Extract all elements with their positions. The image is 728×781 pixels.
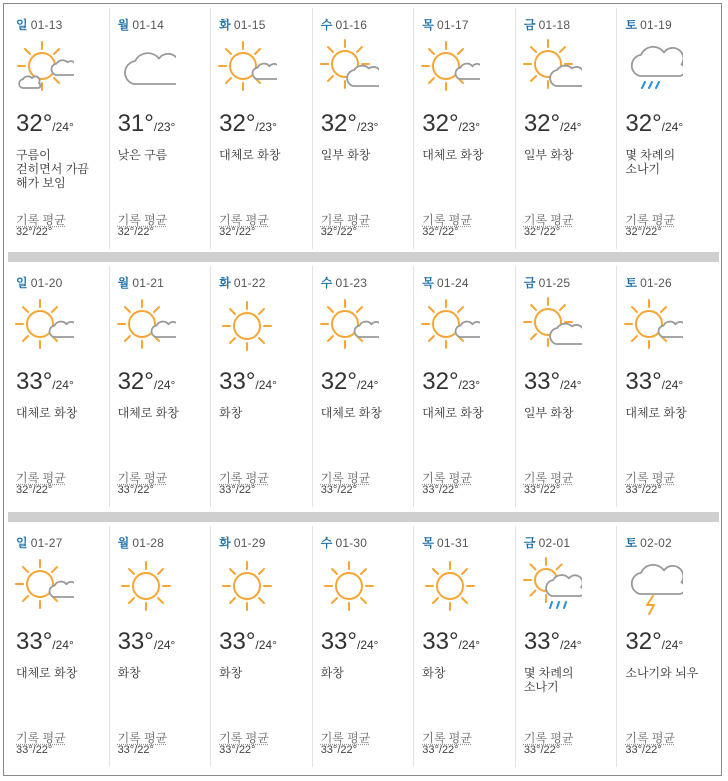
day-cell[interactable] [313, 8, 415, 249]
weather-description: 몇 차례의 소나기 [625, 148, 676, 176]
low-temp: /24° [661, 638, 684, 652]
day-cell[interactable] [617, 8, 719, 249]
week-row [8, 526, 719, 767]
mostly-sunny-icon [14, 556, 74, 616]
day-header [219, 16, 266, 33]
weather-description: 화창 [219, 666, 243, 680]
record-average-link[interactable]: 기록 평균 [625, 471, 676, 485]
day-name: 화 [219, 18, 231, 32]
day-header [524, 16, 571, 33]
week-row [8, 8, 719, 249]
day-header [16, 534, 63, 551]
record-average-link[interactable]: 기록 평균 [625, 213, 676, 227]
day-date: 01-26 [640, 276, 672, 290]
day-header [219, 534, 266, 551]
day-header [118, 534, 165, 551]
weather-description: 화창 [219, 406, 243, 420]
day-date: 01-16 [335, 18, 368, 32]
day-date: 01-13 [30, 18, 63, 32]
day-name: 목 [422, 536, 435, 550]
temperature [321, 368, 379, 396]
day-cell[interactable] [313, 526, 415, 767]
high-temp: 32° [523, 110, 561, 137]
weather-description: 몇 차례의 소나기 [523, 666, 574, 694]
record-average-link[interactable]: 기록 평균 [16, 471, 66, 485]
weather-description: 대체로 화창 [219, 148, 281, 162]
low-temp: /23° [255, 120, 277, 134]
day-header [118, 16, 165, 33]
record-average-link[interactable]: 기록 평균 [320, 471, 371, 485]
day-date: 02-01 [538, 536, 571, 550]
mostly-sunny-icon [420, 296, 480, 356]
record-average-link[interactable]: 기록 평균 [219, 471, 269, 485]
weather-description: 대체로 화창 [422, 406, 484, 420]
high-temp: 33° [16, 628, 53, 655]
record-average-value: 33°/22° [523, 744, 561, 756]
weather-description: 일부 화창 [523, 148, 574, 162]
day-cell[interactable] [110, 266, 212, 507]
day-date: 01-29 [233, 536, 266, 550]
day-cell[interactable] [414, 526, 516, 767]
rain-cloud-icon [623, 38, 683, 98]
record-average-link[interactable]: 기록 평균 [117, 731, 168, 745]
day-name: 목 [422, 276, 435, 290]
mostly-sunny-icon [420, 38, 480, 98]
day-date: 01-21 [132, 276, 165, 290]
weather-description: 화창 [422, 666, 446, 680]
record-average-value: 33°/22° [422, 744, 459, 756]
day-date: 01-17 [437, 18, 469, 32]
day-date: 01-15 [233, 18, 266, 32]
record-average-link[interactable]: 기록 평균 [422, 471, 472, 485]
temperature [524, 368, 582, 396]
low-temp: /24° [458, 638, 481, 652]
temperature [321, 110, 379, 138]
mostly-sunny-icon [217, 38, 277, 98]
record-average-value: 33°/22° [16, 744, 53, 756]
day-header [118, 274, 165, 291]
record-average-value: 33°/22° [219, 744, 256, 756]
low-temp: /24° [661, 378, 684, 392]
thunder-cloud-icon [623, 556, 683, 616]
temperature [422, 628, 480, 656]
day-name: 토 [625, 276, 638, 290]
record-average-value: 33°/22° [117, 484, 154, 496]
day-date: 01-14 [132, 18, 165, 32]
day-date: 01-31 [437, 536, 469, 550]
day-header [321, 534, 368, 551]
day-cell[interactable] [516, 266, 618, 507]
day-cell[interactable] [211, 8, 313, 249]
record-average-link[interactable]: 기록 평균 [523, 471, 574, 485]
weather-description: 대체로 화창 [625, 406, 687, 420]
high-temp: 33° [219, 628, 256, 655]
sun-rain-cloud-icon [522, 556, 582, 616]
weather-description: 소나기와 뇌우 [625, 666, 699, 680]
day-name: 토 [625, 536, 638, 550]
day-name: 월 [117, 18, 130, 32]
weather-description: 일부 화창 [320, 148, 371, 162]
day-cell[interactable] [516, 526, 618, 767]
day-cell[interactable] [313, 266, 415, 507]
record-average-link[interactable]: 기록 평균 [16, 213, 66, 227]
day-cell[interactable] [414, 266, 516, 507]
partly-cloudy-icon [522, 38, 582, 98]
record-average-value: 32°/22° [219, 226, 256, 238]
record-average-value: 33°/22° [219, 484, 256, 496]
high-temp: 33° [117, 628, 154, 655]
record-average-link[interactable]: 기록 평균 [219, 731, 269, 745]
weather-description: 구름이 걷히면서 가끔 해가 보임 [16, 148, 89, 190]
day-name: 월 [117, 276, 130, 290]
day-cell[interactable] [110, 8, 212, 249]
week-separator [8, 252, 719, 262]
high-temp: 32° [625, 628, 662, 655]
day-cell[interactable] [617, 266, 719, 507]
record-average-link[interactable]: 기록 평균 [523, 731, 574, 745]
temperature [422, 368, 480, 396]
temperature [219, 368, 277, 396]
high-temp: 32° [422, 110, 459, 137]
day-name: 수 [320, 536, 333, 550]
day-date: 01-23 [335, 276, 368, 290]
low-temp: /24° [153, 378, 176, 392]
weather-description: 낮은 구름 [117, 148, 168, 162]
day-date: 01-27 [30, 536, 63, 550]
mostly-sunny-icon [319, 296, 379, 356]
low-temp: /24° [255, 638, 277, 652]
low-temp: /24° [52, 638, 74, 652]
record-average-link[interactable]: 기록 평균 [117, 213, 168, 227]
day-name: 토 [625, 18, 638, 32]
temperature [422, 110, 480, 138]
day-header [422, 274, 469, 291]
day-header [422, 16, 469, 33]
record-average-link[interactable]: 기록 평균 [117, 471, 168, 485]
record-average-link[interactable]: 기록 평균 [422, 731, 472, 745]
record-average-value: 33°/22° [117, 744, 154, 756]
low-temp: /24° [661, 120, 684, 134]
day-cell[interactable] [516, 8, 618, 249]
low-temp: /24° [560, 120, 582, 134]
record-average-value: 33°/22° [422, 484, 459, 496]
record-average-link[interactable]: 기록 평균 [523, 213, 574, 227]
record-average-value: 33°/22° [320, 744, 358, 756]
low-temp: /24° [52, 378, 74, 392]
low-temp: /24° [153, 638, 176, 652]
mostly-sunny-icon [14, 296, 74, 356]
weather-description: 화창 [320, 666, 344, 680]
temperature [524, 628, 582, 656]
high-temp: 33° [219, 368, 256, 395]
low-temp: /23° [153, 120, 176, 134]
record-average-link[interactable]: 기록 평균 [625, 731, 676, 745]
day-cell[interactable] [110, 526, 212, 767]
low-temp: /23° [356, 120, 379, 134]
temperature [625, 628, 683, 656]
day-name: 수 [320, 18, 333, 32]
day-header [625, 16, 672, 33]
day-date: 02-02 [640, 536, 672, 550]
temperature [118, 110, 176, 138]
day-header [625, 274, 672, 291]
day-header [524, 274, 571, 291]
day-name: 수 [320, 276, 333, 290]
high-temp: 33° [320, 628, 357, 655]
day-name: 일 [16, 536, 28, 550]
day-name: 일 [16, 276, 28, 290]
cloud-icon [116, 38, 176, 98]
partly-cloudy-icon [522, 296, 582, 356]
record-average-value: 33°/22° [320, 484, 358, 496]
record-average-link[interactable]: 기록 평균 [320, 731, 371, 745]
temperature [219, 628, 277, 656]
temperature [118, 628, 176, 656]
sun-icon [116, 556, 176, 616]
record-average-value: 32°/22° [625, 226, 662, 238]
record-average-value: 33°/22° [625, 484, 662, 496]
record-average-value: 33°/22° [523, 484, 561, 496]
day-header [625, 534, 672, 551]
high-temp: 32° [16, 110, 53, 137]
weather-description: 대체로 화창 [16, 666, 78, 680]
low-temp: /24° [255, 378, 277, 392]
day-date: 01-28 [132, 536, 165, 550]
high-temp: 33° [625, 368, 662, 395]
weather-description: 대체로 화창 [422, 148, 484, 162]
day-name: 목 [422, 18, 435, 32]
day-name: 금 [523, 536, 536, 550]
temperature [625, 368, 683, 396]
low-temp: /24° [356, 378, 379, 392]
temperature [16, 628, 74, 656]
record-average-value: 32°/22° [523, 226, 561, 238]
record-average-value: 32°/22° [16, 226, 53, 238]
weather-description: 대체로 화창 [320, 406, 382, 420]
mostly-sunny-icon [116, 296, 176, 356]
day-header [16, 274, 63, 291]
weather-description: 일부 화창 [523, 406, 574, 420]
record-average-value: 32°/22° [117, 226, 154, 238]
weather-description: 대체로 화창 [16, 406, 78, 420]
temperature [321, 628, 379, 656]
day-cell[interactable] [8, 8, 110, 249]
high-temp: 32° [320, 368, 357, 395]
sun-icon [217, 556, 277, 616]
day-cell[interactable] [8, 266, 110, 507]
day-name: 일 [16, 18, 28, 32]
day-date: 01-18 [538, 18, 571, 32]
sun-icon [319, 556, 379, 616]
record-average-link[interactable]: 기록 평균 [219, 213, 269, 227]
day-header [219, 274, 266, 291]
day-header [422, 534, 469, 551]
record-average-link[interactable]: 기록 평균 [422, 213, 472, 227]
day-cell[interactable] [8, 526, 110, 767]
low-temp: /24° [52, 120, 74, 134]
high-temp: 33° [523, 368, 561, 395]
high-temp: 32° [219, 110, 256, 137]
day-header [321, 274, 368, 291]
record-average-value: 32°/22° [16, 484, 53, 496]
day-cell[interactable] [617, 526, 719, 767]
week-row [8, 266, 719, 507]
high-temp: 32° [320, 110, 357, 137]
mostly-cloudy-sun-icon [14, 38, 74, 98]
record-average-value: 33°/22° [625, 744, 662, 756]
temperature [16, 368, 74, 396]
record-average-value: 32°/22° [422, 226, 459, 238]
high-temp: 33° [16, 368, 53, 395]
day-date: 01-25 [538, 276, 571, 290]
weather-description: 대체로 화창 [117, 406, 179, 420]
high-temp: 32° [625, 110, 662, 137]
day-date: 01-22 [233, 276, 266, 290]
temperature [118, 368, 176, 396]
partly-cloudy-icon [319, 38, 379, 98]
low-temp: /23° [458, 120, 481, 134]
high-temp: 32° [117, 368, 154, 395]
temperature [16, 110, 74, 138]
record-average-value: 32°/22° [320, 226, 358, 238]
record-average-link[interactable]: 기록 평균 [320, 213, 371, 227]
temperature [524, 110, 582, 138]
sun-icon [420, 556, 480, 616]
day-header [524, 534, 571, 551]
day-date: 01-24 [437, 276, 469, 290]
day-date: 01-20 [30, 276, 63, 290]
high-temp: 31° [117, 110, 154, 137]
day-name: 화 [219, 276, 231, 290]
temperature [625, 110, 683, 138]
low-temp: /24° [356, 638, 379, 652]
high-temp: 32° [422, 368, 459, 395]
low-temp: /24° [560, 638, 582, 652]
day-name: 월 [117, 536, 130, 550]
high-temp: 33° [523, 628, 561, 655]
day-name: 화 [219, 536, 231, 550]
low-temp: /24° [560, 378, 582, 392]
record-average-link[interactable]: 기록 평균 [16, 731, 66, 745]
weather-description: 화창 [117, 666, 141, 680]
day-name: 금 [523, 18, 536, 32]
forecast-panel [3, 3, 722, 776]
day-cell[interactable] [211, 266, 313, 507]
temperature [219, 110, 277, 138]
day-date: 01-30 [335, 536, 368, 550]
day-cell[interactable] [414, 8, 516, 249]
day-cell[interactable] [211, 526, 313, 767]
day-header [16, 16, 63, 33]
low-temp: /23° [458, 378, 481, 392]
day-header [321, 16, 368, 33]
week-separator [8, 512, 719, 522]
day-date: 01-19 [640, 18, 672, 32]
high-temp: 33° [422, 628, 459, 655]
sun-icon [217, 296, 277, 356]
day-name: 금 [523, 276, 536, 290]
mostly-sunny-icon [623, 296, 683, 356]
